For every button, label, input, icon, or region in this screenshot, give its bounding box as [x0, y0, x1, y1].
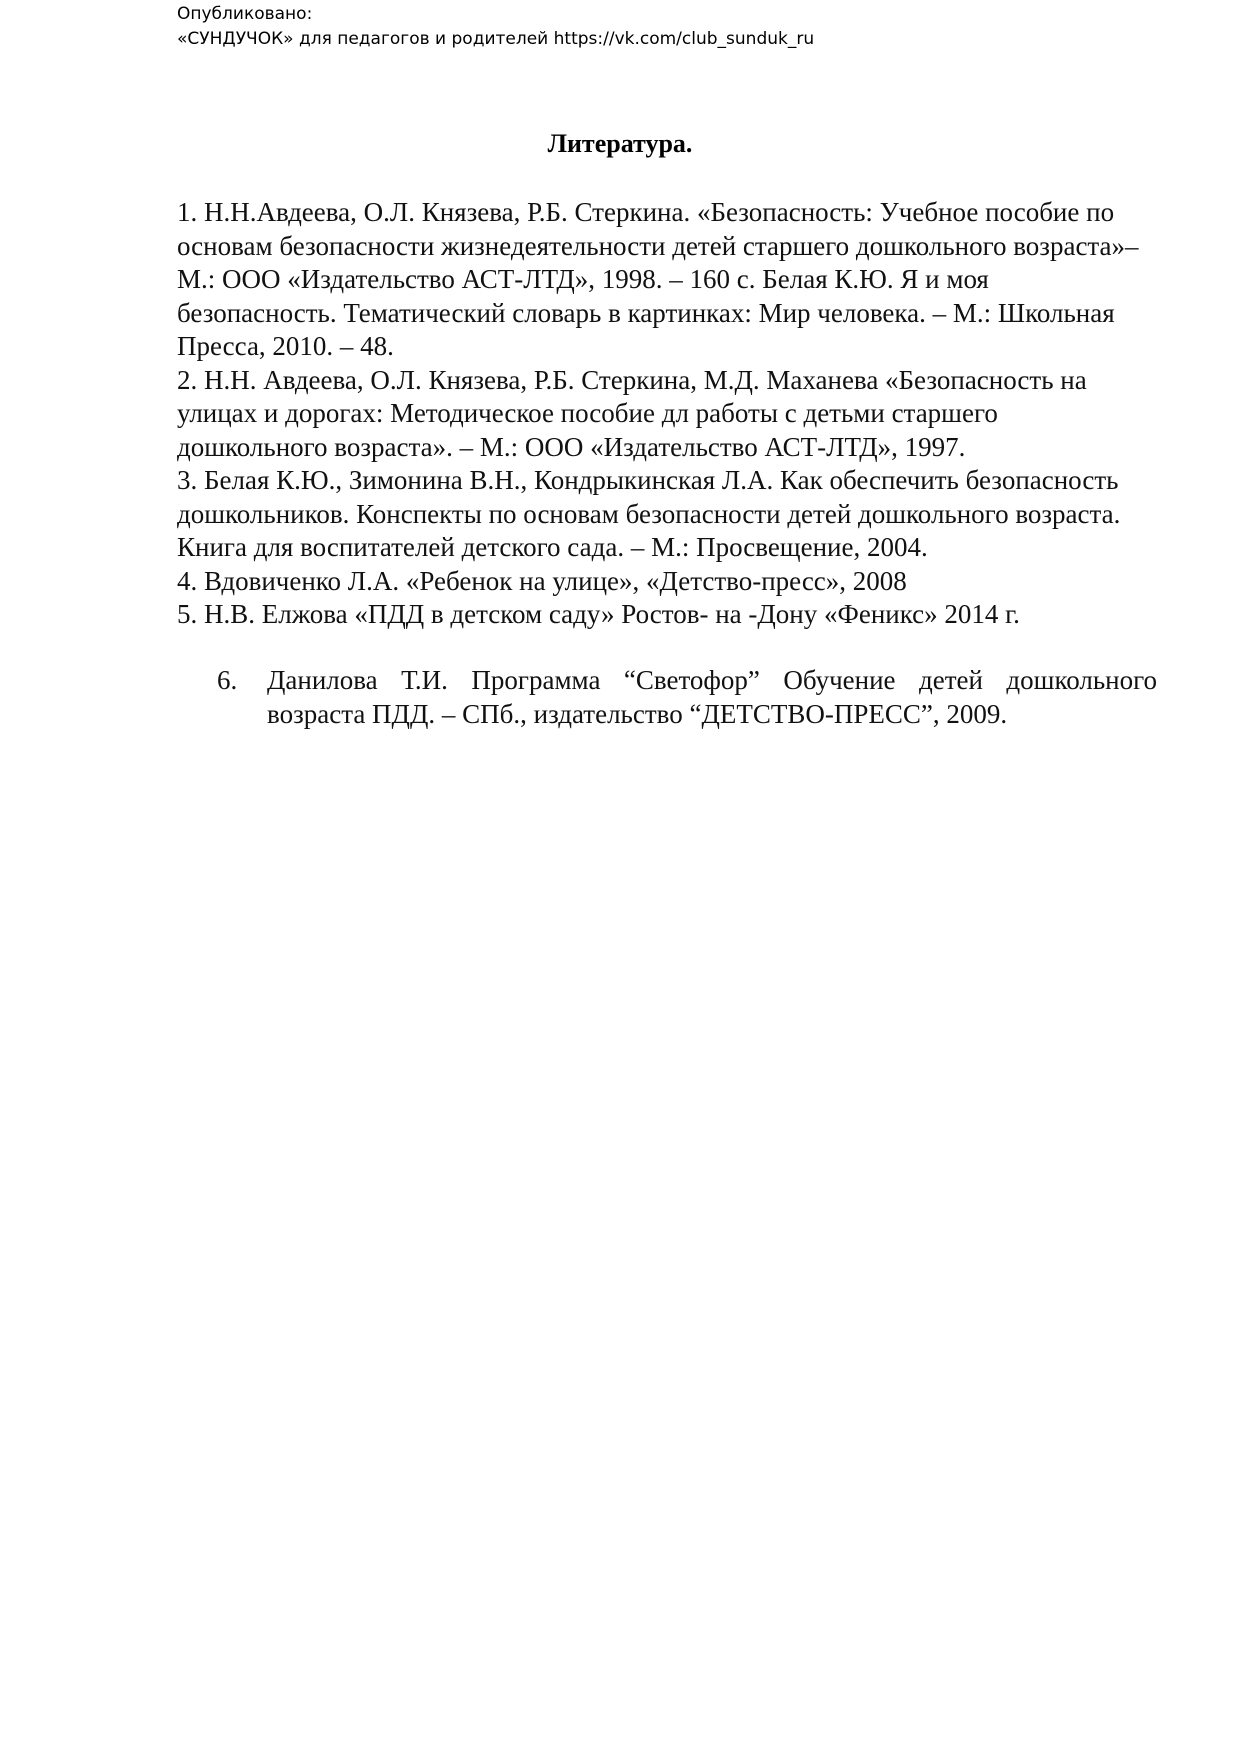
reference-item-5: 5. Н.В. Елжова «ПДД в детском саду» Ростов- на -Дону «Феникс» 2014 г.: [177, 599, 1020, 629]
reference-item-4: 4. Вдовиченко Л.А. «Ребенок на улице», «Детство-пресс», 2008: [177, 565, 907, 596]
page-title: Литература.: [547, 129, 693, 158]
reference-item-6: [217, 664, 1157, 731]
header-published-label: Опубликовано:: [177, 4, 313, 24]
reference-item-2: 2. Н.Н. Авдеева, О.Л. Князева, Р.Б. Стеркина, М.Д. Маханева «Безопасность на улицах и дорогах: Методическое пособие дл работы с детьми старшего дошкольного возраста». – М.: ООО «Издательство АСТ-ЛТД», 1997.: [177, 364, 1087, 462]
header-source-line: «СУНДУЧОК» для педагогов и родителей https://vk.com/club_sunduk_ru: [177, 29, 815, 49]
publication-header: [177, 2, 1127, 52]
reference-6-number: 6.: [217, 665, 238, 695]
reference-item-3: 3. Белая К.Ю., Зимонина В.Н., Кондрыкинская Л.А. Как обеспечить безопасность дошкольников. Конспекты по основам безопасности детей дошкольного возраста. Книга для воспитателей детского сада. – М.: Просвещение, 2004.: [177, 465, 1121, 562]
reference-6-text: Данилова Т.И. Программа “Светофор” Обучение детей дошкольного возраста ПДД. – СПб., издательство “ДЕТСТВО-ПРЕСС”, 2009.: [267, 665, 1157, 729]
reference-item-1: 1. Н.Н.Авдеева, О.Л. Князева, Р.Б. Стеркина. «Безопасность: Учебное пособие по основам безопасности жизнедеятельности детей старшего дошкольного возраста»– М.: ООО «Издательство АСТ-ЛТД», 1998. – 160 с. Белая К.Ю. Я и моя безопасность. Тематический словарь в картинках: Мир человека. – М.: Школьная Пресса, 2010. – 48.: [177, 197, 1139, 361]
reference-list: [177, 196, 1147, 632]
